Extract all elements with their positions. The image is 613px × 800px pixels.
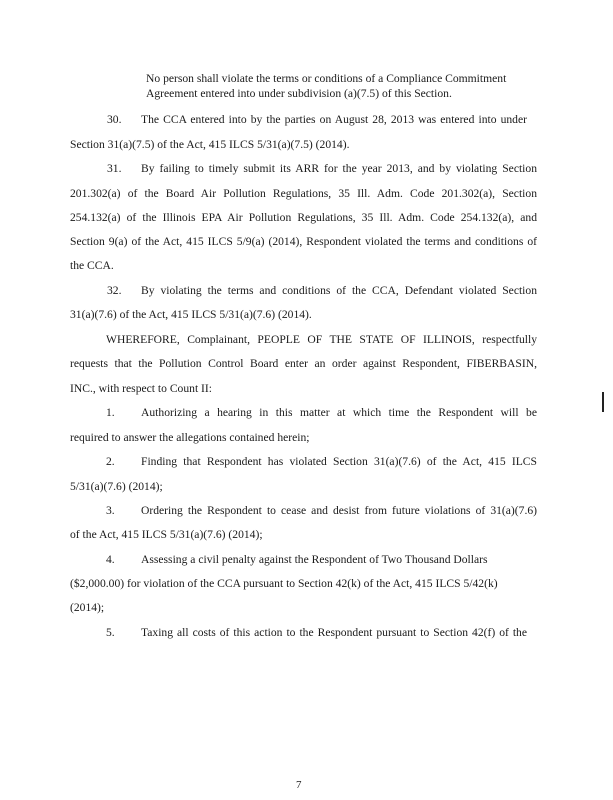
item-4-number: 4. xyxy=(106,553,115,566)
paragraph-31-line-1: By failing to timely submit its ARR for the year 2013, and by violating Section xyxy=(141,162,537,175)
quote-line-1: No person shall violate the terms or conditions of a Compliance Commitment xyxy=(146,72,507,85)
page-number: 7 xyxy=(296,779,302,791)
item-1-line-1: Authorizing a hearing in this matter at which time the Respondent will be xyxy=(141,406,537,419)
wherefore-line-2: requests that the Pollution Control Board enter an order against Respondent, FIBERBASIN, xyxy=(70,357,537,370)
item-2-number: 2. xyxy=(106,455,115,468)
paragraph-30-line-1: The CCA entered into by the parties on August 28, 2013 was entered into under xyxy=(141,113,527,126)
wherefore-line-3: INC., with respect to Count II: xyxy=(70,382,213,395)
item-1-number: 1. xyxy=(106,406,115,419)
paragraph-32-line-1: By violating the terms and conditions of the CCA, Defendant violated Section xyxy=(141,284,537,297)
paragraph-31-number: 31. xyxy=(107,162,122,175)
paragraph-32-number: 32. xyxy=(107,284,122,297)
item-5-line-1: Taxing all costs of this action to the Respondent pursuant to Section 42(f) of the xyxy=(141,626,527,639)
item-1-line-2: required to answer the allegations contained herein; xyxy=(70,431,310,444)
paragraph-31-line-2: 201.302(a) of the Board Air Pollution Regulations, 35 Ill. Adm. Code 201.302(a), Section xyxy=(70,187,537,200)
paragraph-31-line-4: Section 9(a) of the Act, 415 ILCS 5/9(a) (2014), Respondent violated the terms and conditions of xyxy=(70,235,537,248)
item-4-line-1: Assessing a civil penalty against the Respondent of Two Thousand Dollars xyxy=(141,553,488,566)
item-2-line-2: 5/31(a)(7.6) (2014); xyxy=(70,480,163,493)
quote-line-2: Agreement entered into under subdivision (a)(7.5) of this Section. xyxy=(146,87,452,100)
item-4-line-3: (2014); xyxy=(70,601,105,614)
paragraph-31-line-3: 254.132(a) of the Illinois EPA Air Pollution Regulations, 35 Ill. Adm. Code 254.132(a), and xyxy=(70,211,537,224)
paragraph-32-line-2: 31(a)(7.6) of the Act, 415 ILCS 5/31(a)(7.6) (2014). xyxy=(70,308,312,321)
item-3-line-2: of the Act, 415 ILCS 5/31(a)(7.6) (2014); xyxy=(70,528,263,541)
item-4-line-2: ($2,000.00) for violation of the CCA pursuant to Section 42(k) of the Act, 415 ILCS 5/42(k) xyxy=(70,577,498,590)
paragraph-30-line-2: Section 31(a)(7.5) of the Act, 415 ILCS 5/31(a)(7.5) (2014). xyxy=(70,138,350,151)
wherefore-line-1: WHEREFORE, Complainant, PEOPLE OF THE STATE OF ILLINOIS, respectfully xyxy=(106,333,537,346)
paragraph-30-number: 30. xyxy=(107,113,122,126)
item-3-line-1: Ordering the Respondent to cease and desist from future violations of 31(a)(7.6) xyxy=(141,504,537,517)
item-2-line-1: Finding that Respondent has violated Section 31(a)(7.6) of the Act, 415 ILCS xyxy=(141,455,537,468)
margin-mark xyxy=(602,392,604,412)
item-5-number: 5. xyxy=(106,626,115,639)
paragraph-31-line-5: the CCA. xyxy=(70,259,114,272)
item-3-number: 3. xyxy=(106,504,115,517)
